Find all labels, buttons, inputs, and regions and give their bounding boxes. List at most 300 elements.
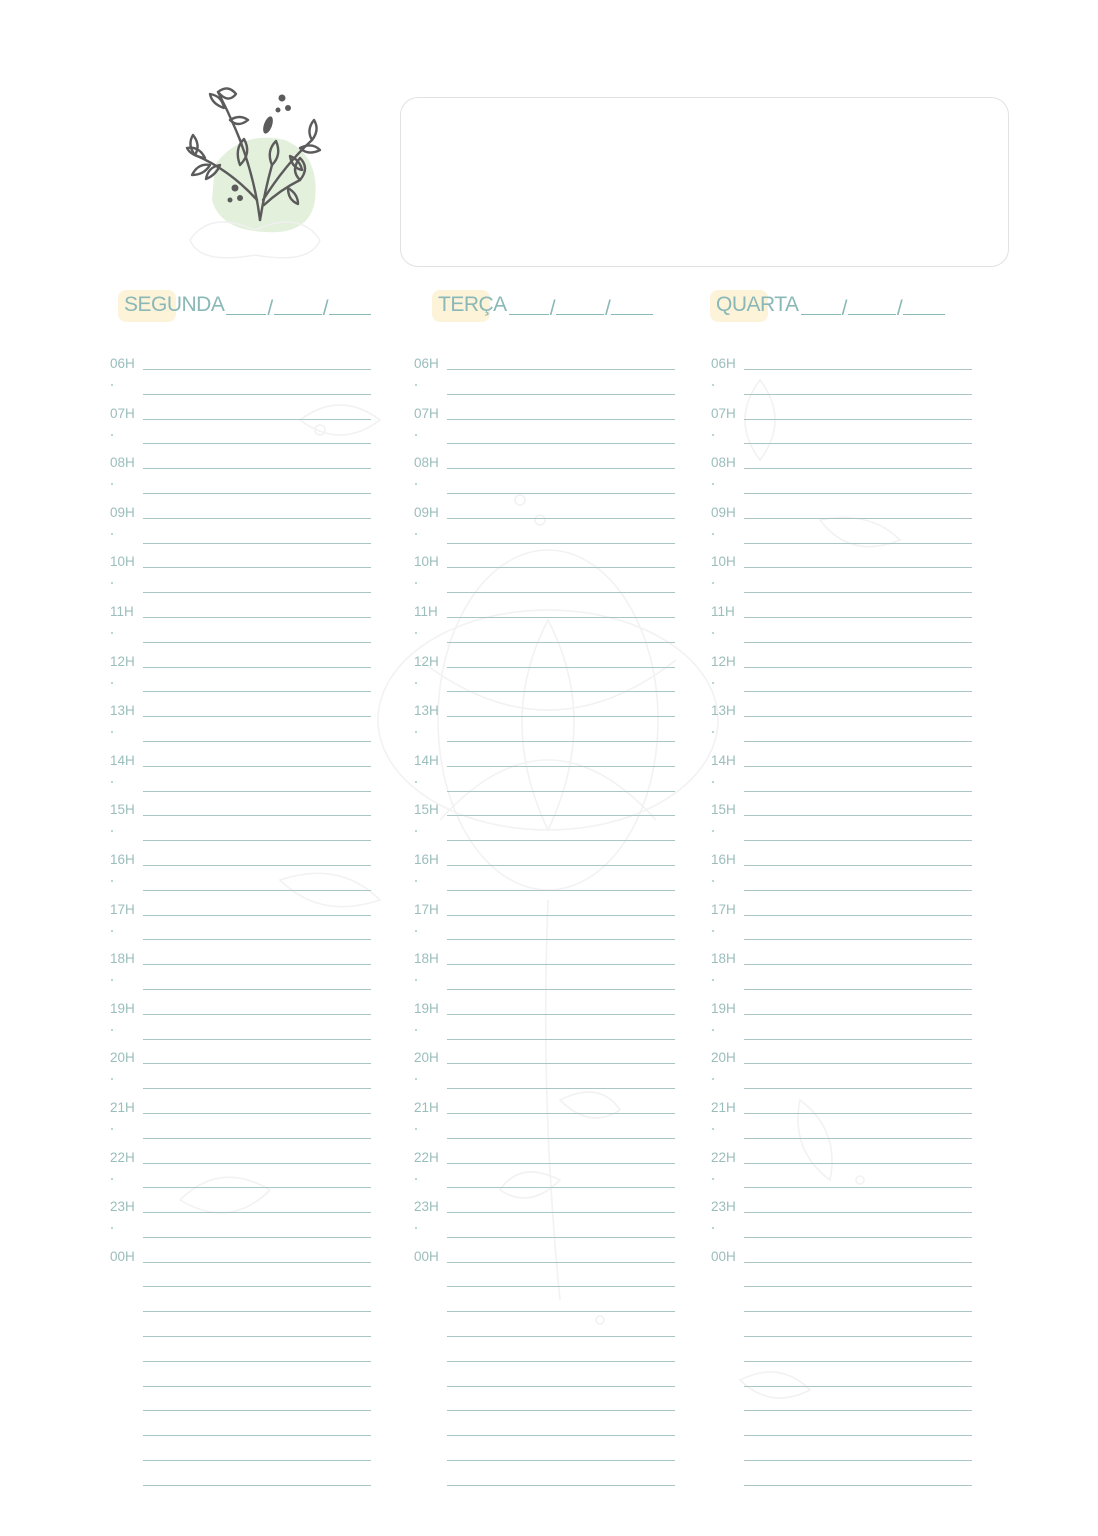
writing-line[interactable] <box>744 1262 972 1263</box>
writing-line[interactable] <box>447 419 675 420</box>
hour-label: 19H <box>110 1000 135 1016</box>
hour-slot <box>110 505 380 555</box>
date-field[interactable] <box>801 294 946 320</box>
writing-line[interactable] <box>143 419 371 420</box>
hour-slot <box>414 1001 684 1051</box>
writing-line[interactable] <box>744 1361 972 1362</box>
half-hour-dot <box>111 830 113 832</box>
writing-line[interactable] <box>447 865 675 866</box>
writing-line[interactable] <box>143 493 371 494</box>
hour-label: 06H <box>414 356 439 371</box>
half-hour-dot <box>712 830 714 832</box>
half-hour-dot <box>111 483 113 485</box>
writing-line[interactable] <box>447 939 675 940</box>
hour-slot <box>414 554 684 604</box>
writing-line[interactable] <box>744 716 972 717</box>
writing-line[interactable] <box>143 815 371 816</box>
hour-slot <box>110 1001 380 1051</box>
date-field[interactable] <box>509 294 654 320</box>
writing-line[interactable] <box>744 815 972 816</box>
writing-line[interactable] <box>447 1435 675 1436</box>
writing-line[interactable] <box>143 1088 371 1089</box>
hour-label: 09H <box>711 504 736 520</box>
hour-label: 22H <box>414 1149 439 1165</box>
hour-label: 11H <box>110 603 134 619</box>
hour-slot <box>711 1001 981 1051</box>
writing-line[interactable] <box>744 493 972 494</box>
writing-line[interactable] <box>447 1212 675 1213</box>
hour-slot <box>711 356 981 406</box>
writing-line[interactable] <box>143 1163 371 1164</box>
half-hour-dot <box>111 384 113 386</box>
half-hour-dot <box>712 582 714 584</box>
hour-label: 08H <box>414 455 439 471</box>
writing-line[interactable] <box>143 1460 371 1461</box>
hour-slot <box>711 951 981 1001</box>
hour-label: 11H <box>711 603 735 619</box>
hour-label: 20H <box>110 1050 135 1066</box>
note-lines <box>414 1348 684 1398</box>
writing-line[interactable] <box>744 394 972 395</box>
hour-slot <box>110 753 380 803</box>
hour-label: 15H <box>414 802 439 818</box>
half-hour-dot <box>111 1178 113 1180</box>
half-hour-dot <box>111 979 113 981</box>
writing-line[interactable] <box>744 592 972 593</box>
writing-line[interactable] <box>143 1039 371 1040</box>
botanical-branch-icon <box>160 70 350 270</box>
writing-line[interactable] <box>447 1187 675 1188</box>
hour-label: 15H <box>711 802 736 818</box>
writing-line[interactable] <box>744 419 972 420</box>
half-hour-dot <box>415 632 417 634</box>
writing-line[interactable] <box>143 1237 371 1238</box>
half-hour-dot <box>415 930 417 932</box>
writing-line[interactable] <box>744 1485 972 1486</box>
hour-slot <box>414 1100 684 1150</box>
hour-slot <box>414 406 684 456</box>
hour-label: 20H <box>711 1050 736 1066</box>
note-lines <box>110 1397 380 1447</box>
day-header-terca <box>436 290 653 324</box>
writing-line[interactable] <box>143 865 371 866</box>
hour-label: 16H <box>110 851 135 867</box>
hour-label: 12H <box>110 653 135 669</box>
hour-slot <box>711 852 981 902</box>
half-hour-dot <box>111 632 113 634</box>
half-hour-dot <box>415 384 417 386</box>
hour-slot <box>110 703 380 753</box>
notes-box[interactable] <box>400 97 1009 267</box>
writing-line[interactable] <box>744 543 972 544</box>
schedule-column-terca <box>414 356 684 1497</box>
writing-line[interactable] <box>143 567 371 568</box>
writing-line[interactable] <box>447 1460 675 1461</box>
day-header-quarta <box>714 290 945 324</box>
half-hour-dot <box>111 1227 113 1229</box>
half-hour-dot <box>712 1227 714 1229</box>
hour-label: 13H <box>414 703 439 719</box>
half-hour-dot <box>712 533 714 535</box>
hour-label: 06H <box>711 356 736 371</box>
writing-line[interactable] <box>143 1410 371 1411</box>
writing-line[interactable] <box>744 1063 972 1064</box>
writing-line[interactable] <box>447 369 675 370</box>
hour-label: 07H <box>711 405 736 421</box>
day-name: TERÇA <box>436 290 509 320</box>
writing-line[interactable] <box>744 1113 972 1114</box>
hour-label: 09H <box>110 504 135 520</box>
hour-label: 23H <box>110 1199 135 1215</box>
hour-label: 14H <box>110 752 135 768</box>
half-hour-dot <box>712 731 714 733</box>
writing-line[interactable] <box>143 1113 371 1114</box>
hour-label: 00H <box>711 1248 736 1264</box>
writing-line[interactable] <box>744 964 972 965</box>
writing-line[interactable] <box>447 1286 675 1287</box>
date-separator: / <box>896 297 903 320</box>
hour-slot <box>110 1100 380 1150</box>
writing-line[interactable] <box>447 1113 675 1114</box>
hour-slot <box>711 703 981 753</box>
writing-line[interactable] <box>744 1039 972 1040</box>
hour-slot <box>414 1199 684 1249</box>
half-hour-dot <box>415 979 417 981</box>
writing-line[interactable] <box>143 791 371 792</box>
half-hour-dot <box>415 830 417 832</box>
writing-line[interactable] <box>744 791 972 792</box>
writing-line[interactable] <box>447 518 675 519</box>
half-hour-dot <box>712 1029 714 1031</box>
half-hour-dot <box>415 1078 417 1080</box>
hour-slot <box>711 455 981 505</box>
writing-line[interactable] <box>744 691 972 692</box>
writing-line[interactable] <box>744 642 972 643</box>
half-hour-dot <box>415 1128 417 1130</box>
hour-label: 16H <box>711 851 736 867</box>
hour-label: 18H <box>414 951 439 967</box>
writing-line[interactable] <box>143 592 371 593</box>
half-hour-dot <box>111 682 113 684</box>
hour-label: 23H <box>414 1199 439 1215</box>
writing-line[interactable] <box>447 1485 675 1486</box>
half-hour-dot <box>712 979 714 981</box>
writing-line[interactable] <box>447 1163 675 1164</box>
writing-line[interactable] <box>744 890 972 891</box>
writing-line[interactable] <box>744 741 972 742</box>
half-hour-dot <box>111 533 113 535</box>
writing-line[interactable] <box>744 1460 972 1461</box>
day-name: QUARTA <box>714 290 801 320</box>
half-hour-dot <box>712 483 714 485</box>
half-hour-dot <box>111 930 113 932</box>
hour-label: 07H <box>414 405 439 421</box>
writing-line[interactable] <box>143 1138 371 1139</box>
writing-line[interactable] <box>143 691 371 692</box>
writing-line[interactable] <box>744 1410 972 1411</box>
writing-line[interactable] <box>143 667 371 668</box>
hour-slot <box>414 505 684 555</box>
writing-line[interactable] <box>744 1386 972 1387</box>
writing-line[interactable] <box>447 915 675 916</box>
writing-line[interactable] <box>744 939 972 940</box>
hour-slot <box>110 1050 380 1100</box>
writing-line[interactable] <box>447 964 675 965</box>
writing-line[interactable] <box>447 890 675 891</box>
half-hour-dot <box>712 384 714 386</box>
half-hour-dot <box>415 1227 417 1229</box>
note-lines <box>110 1348 380 1398</box>
writing-line[interactable] <box>447 443 675 444</box>
hour-slot <box>711 604 981 654</box>
half-hour-dot <box>415 682 417 684</box>
half-hour-dot <box>111 1029 113 1031</box>
hour-label: 12H <box>414 653 439 669</box>
writing-line[interactable] <box>143 1063 371 1064</box>
half-hour-dot <box>415 1178 417 1180</box>
writing-line[interactable] <box>143 1286 371 1287</box>
writing-line[interactable] <box>143 1485 371 1486</box>
writing-line[interactable] <box>744 1212 972 1213</box>
hour-slot <box>414 356 684 406</box>
half-hour-dot <box>415 533 417 535</box>
half-hour-dot <box>111 582 113 584</box>
hour-slot <box>711 1100 981 1150</box>
writing-line[interactable] <box>143 1386 371 1387</box>
writing-line[interactable] <box>447 1336 675 1337</box>
writing-line[interactable] <box>744 1187 972 1188</box>
writing-line[interactable] <box>143 716 371 717</box>
writing-line[interactable] <box>447 468 675 469</box>
writing-line[interactable] <box>447 667 675 668</box>
writing-line[interactable] <box>143 1336 371 1337</box>
writing-line[interactable] <box>744 1088 972 1089</box>
hour-label: 21H <box>110 1099 135 1115</box>
writing-line[interactable] <box>744 1163 972 1164</box>
hour-slot <box>711 802 981 852</box>
note-lines <box>711 1298 981 1348</box>
hour-label: 10H <box>110 554 135 570</box>
writing-line[interactable] <box>143 1014 371 1015</box>
writing-line[interactable] <box>447 716 675 717</box>
hour-label: 14H <box>414 752 439 768</box>
writing-line[interactable] <box>447 1410 675 1411</box>
hour-slot <box>414 753 684 803</box>
writing-line[interactable] <box>744 369 972 370</box>
hour-label: 00H <box>414 1248 439 1264</box>
hour-label: 17H <box>110 901 135 917</box>
writing-line[interactable] <box>744 915 972 916</box>
note-lines <box>414 1397 684 1447</box>
hour-label: 20H <box>414 1050 439 1066</box>
note-lines <box>414 1298 684 1348</box>
hour-label: 10H <box>414 554 439 570</box>
writing-line[interactable] <box>143 1212 371 1213</box>
note-lines <box>414 1447 684 1497</box>
writing-line[interactable] <box>447 642 675 643</box>
writing-line[interactable] <box>744 1311 972 1312</box>
writing-line[interactable] <box>447 543 675 544</box>
writing-line[interactable] <box>447 791 675 792</box>
writing-line[interactable] <box>447 493 675 494</box>
writing-line[interactable] <box>447 815 675 816</box>
writing-line[interactable] <box>744 989 972 990</box>
half-hour-dot <box>111 731 113 733</box>
hour-slot <box>711 1050 981 1100</box>
writing-line[interactable] <box>143 1361 371 1362</box>
hour-slot <box>110 852 380 902</box>
hour-label: 09H <box>414 504 439 520</box>
hour-label: 22H <box>110 1149 135 1165</box>
writing-line[interactable] <box>143 1187 371 1188</box>
half-hour-dot <box>415 483 417 485</box>
writing-line[interactable] <box>447 617 675 618</box>
writing-line[interactable] <box>143 394 371 395</box>
day-header-segunda <box>122 290 371 324</box>
writing-line[interactable] <box>143 468 371 469</box>
note-lines <box>110 1298 380 1348</box>
half-hour-dot <box>712 1178 714 1180</box>
writing-line[interactable] <box>744 518 972 519</box>
writing-line[interactable] <box>744 766 972 767</box>
writing-line[interactable] <box>447 1311 675 1312</box>
writing-line[interactable] <box>744 1336 972 1337</box>
hour-label: 19H <box>414 1000 439 1016</box>
hour-label: 13H <box>110 703 135 719</box>
half-hour-dot <box>415 434 417 436</box>
writing-line[interactable] <box>447 766 675 767</box>
writing-line[interactable] <box>447 1361 675 1362</box>
date-field[interactable] <box>226 294 371 320</box>
hour-slot <box>414 951 684 1001</box>
hour-slot <box>711 554 981 604</box>
writing-line[interactable] <box>447 1088 675 1089</box>
writing-line[interactable] <box>744 1237 972 1238</box>
note-lines <box>711 1348 981 1398</box>
hour-slot <box>110 356 380 406</box>
writing-line[interactable] <box>143 840 371 841</box>
half-hour-dot <box>712 880 714 882</box>
hour-slot <box>414 1050 684 1100</box>
half-hour-dot <box>712 781 714 783</box>
half-hour-dot <box>712 1128 714 1130</box>
writing-line[interactable] <box>447 741 675 742</box>
writing-line[interactable] <box>447 592 675 593</box>
writing-line[interactable] <box>143 939 371 940</box>
hour-slot <box>414 703 684 753</box>
writing-line[interactable] <box>744 1286 972 1287</box>
hour-slot <box>414 604 684 654</box>
writing-line[interactable] <box>143 741 371 742</box>
writing-line[interactable] <box>744 1014 972 1015</box>
hour-slot <box>711 1150 981 1200</box>
hour-slot <box>110 554 380 604</box>
writing-line[interactable] <box>143 915 371 916</box>
writing-line[interactable] <box>143 642 371 643</box>
writing-line[interactable] <box>744 468 972 469</box>
hour-slot <box>414 802 684 852</box>
hour-slot <box>110 1199 380 1249</box>
writing-line[interactable] <box>447 1063 675 1064</box>
writing-line[interactable] <box>744 865 972 866</box>
writing-line[interactable] <box>143 1262 371 1263</box>
writing-line[interactable] <box>447 394 675 395</box>
hour-label: 17H <box>711 901 736 917</box>
hour-label: 14H <box>711 752 736 768</box>
writing-line[interactable] <box>744 617 972 618</box>
writing-line[interactable] <box>143 766 371 767</box>
writing-line[interactable] <box>744 443 972 444</box>
logo <box>160 70 350 270</box>
hour-slot <box>110 654 380 704</box>
writing-line[interactable] <box>447 567 675 568</box>
hour-label: 21H <box>414 1099 439 1115</box>
hour-slot <box>110 902 380 952</box>
writing-line[interactable] <box>447 691 675 692</box>
date-separator: / <box>322 297 329 320</box>
hour-slot <box>110 406 380 456</box>
writing-line[interactable] <box>744 667 972 668</box>
half-hour-dot <box>712 632 714 634</box>
writing-line[interactable] <box>744 1138 972 1139</box>
writing-line[interactable] <box>143 964 371 965</box>
note-lines <box>711 1447 981 1497</box>
writing-line[interactable] <box>143 369 371 370</box>
writing-line[interactable] <box>143 1311 371 1312</box>
writing-line[interactable] <box>447 1138 675 1139</box>
writing-line[interactable] <box>143 518 371 519</box>
writing-line[interactable] <box>143 617 371 618</box>
half-hour-dot <box>111 1078 113 1080</box>
writing-line[interactable] <box>744 567 972 568</box>
hour-slot <box>110 802 380 852</box>
writing-line[interactable] <box>447 989 675 990</box>
schedule-column-quarta <box>711 356 981 1497</box>
hour-label: 07H <box>110 405 135 421</box>
writing-line[interactable] <box>143 543 371 544</box>
hour-slot <box>414 852 684 902</box>
hour-slot <box>110 1249 380 1299</box>
writing-line[interactable] <box>143 890 371 891</box>
hour-slot <box>711 505 981 555</box>
writing-line[interactable] <box>447 1039 675 1040</box>
writing-line[interactable] <box>447 1237 675 1238</box>
half-hour-dot <box>415 582 417 584</box>
writing-line[interactable] <box>143 989 371 990</box>
hour-label: 18H <box>110 951 135 967</box>
hour-slot <box>711 753 981 803</box>
date-separator: / <box>549 297 556 320</box>
writing-line[interactable] <box>447 1386 675 1387</box>
writing-line[interactable] <box>744 840 972 841</box>
hour-label: 00H <box>110 1248 135 1264</box>
writing-line[interactable] <box>143 443 371 444</box>
hour-slot <box>110 1150 380 1200</box>
writing-line[interactable] <box>447 1262 675 1263</box>
writing-line[interactable] <box>143 1435 371 1436</box>
writing-line[interactable] <box>744 1435 972 1436</box>
writing-line[interactable] <box>447 1014 675 1015</box>
writing-line[interactable] <box>447 840 675 841</box>
day-name: SEGUNDA <box>122 290 226 320</box>
half-hour-dot <box>111 434 113 436</box>
hour-label: 21H <box>711 1099 736 1115</box>
hour-slot <box>414 1150 684 1200</box>
note-lines <box>110 1447 380 1497</box>
date-separator: / <box>841 297 847 320</box>
note-lines <box>711 1397 981 1447</box>
hour-label: 08H <box>711 455 736 471</box>
